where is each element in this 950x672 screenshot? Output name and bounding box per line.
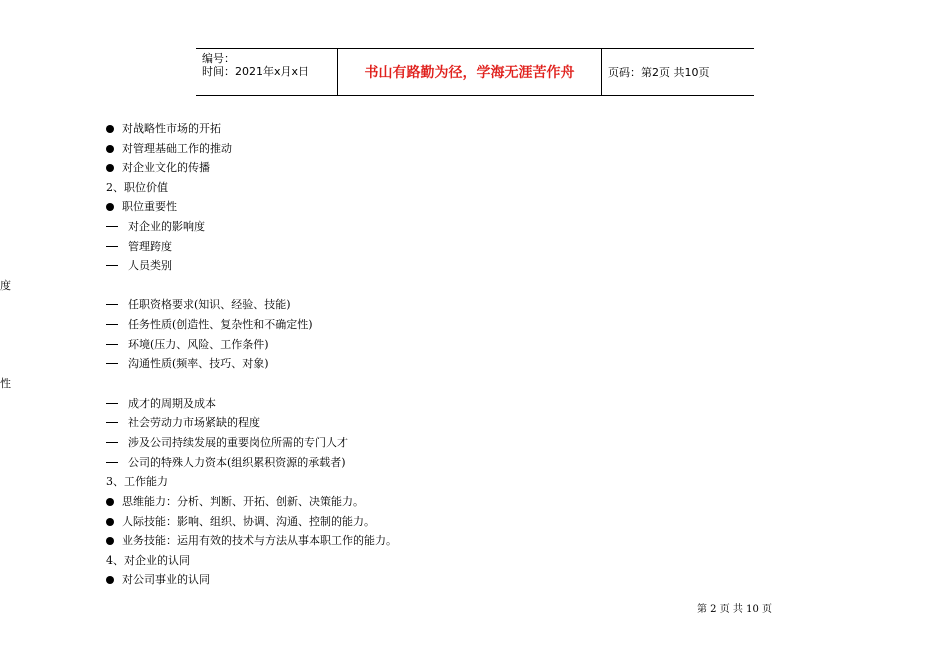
dash-icon (106, 363, 118, 364)
header-meta-cell (196, 49, 338, 95)
dash-icon (106, 226, 118, 227)
content-line: 思维能力：分析、判断、开拓、创新、决策能力。 (106, 495, 364, 509)
bullet-icon (106, 145, 114, 153)
dash-icon (106, 462, 118, 463)
dash-icon (106, 304, 118, 305)
dash-icon (106, 324, 118, 325)
header-number-label: 编号： (202, 52, 235, 65)
header-motto: 书山有路勤为径，学海无涯苦作舟 (338, 49, 602, 95)
dash-icon (106, 422, 118, 423)
content-line: 人际技能：影响、组织、协调、沟通、控制的能力。 (106, 515, 375, 529)
bullet-icon (106, 576, 114, 584)
content-line: 对公司事业的认同 (106, 573, 210, 587)
content-line: 任务性质(创造性、复杂性和不确定性) (106, 318, 313, 332)
content-heading: 4、对企业的认同 (106, 554, 190, 567)
bullet-icon (106, 518, 114, 526)
dash-icon (106, 442, 118, 443)
bullet-icon (106, 164, 114, 172)
content-line: 对管理基础工作的推动 (106, 142, 232, 156)
clipped-text: 性 (0, 377, 11, 390)
bullet-icon (106, 537, 114, 545)
content-line: 涉及公司持续发展的重要岗位所需的专门人才 (106, 436, 348, 450)
content-line: 公司的特殊人力资本(组织累积资源的承载者) (106, 456, 346, 470)
bullet-icon (106, 203, 114, 211)
content-line: 对企业的影响度 (106, 220, 205, 234)
dash-icon (106, 403, 118, 404)
content-line: 社会劳动力市场紧缺的程度 (106, 416, 260, 430)
content-heading: 2、职位价值 (106, 181, 168, 194)
content-heading: 3、工作能力 (106, 475, 168, 488)
content-line: 沟通性质(频率、技巧、对象) (106, 357, 269, 371)
page-header (196, 48, 754, 96)
bullet-icon (106, 125, 114, 133)
content-line: 任职资格要求(知识、经验、技能) (106, 298, 291, 312)
content-line: 对企业文化的传播 (106, 161, 210, 175)
header-time-label: 时间：2021年x月x日 (202, 65, 310, 78)
content-line: 管理跨度 (106, 240, 172, 254)
dash-icon (106, 344, 118, 345)
content-line: 环境(压力、风险、工作条件) (106, 338, 269, 352)
content-line: 对战略性市场的开拓 (106, 122, 221, 136)
header-page-code: 页码：第2页 共10页 (608, 66, 710, 79)
dash-icon (106, 246, 118, 247)
bullet-icon (106, 498, 114, 506)
clipped-text: 度 (0, 279, 11, 292)
content-line: 职位重要性 (106, 200, 177, 214)
content-line: 业务技能：运用有效的技术与方法从事本职工作的能力。 (106, 534, 397, 548)
page-footer: 第 2 页 共 10 页 (697, 604, 772, 615)
content-line: 成才的周期及成本 (106, 397, 216, 411)
content-line: 人员类别 (106, 259, 172, 273)
dash-icon (106, 265, 118, 266)
